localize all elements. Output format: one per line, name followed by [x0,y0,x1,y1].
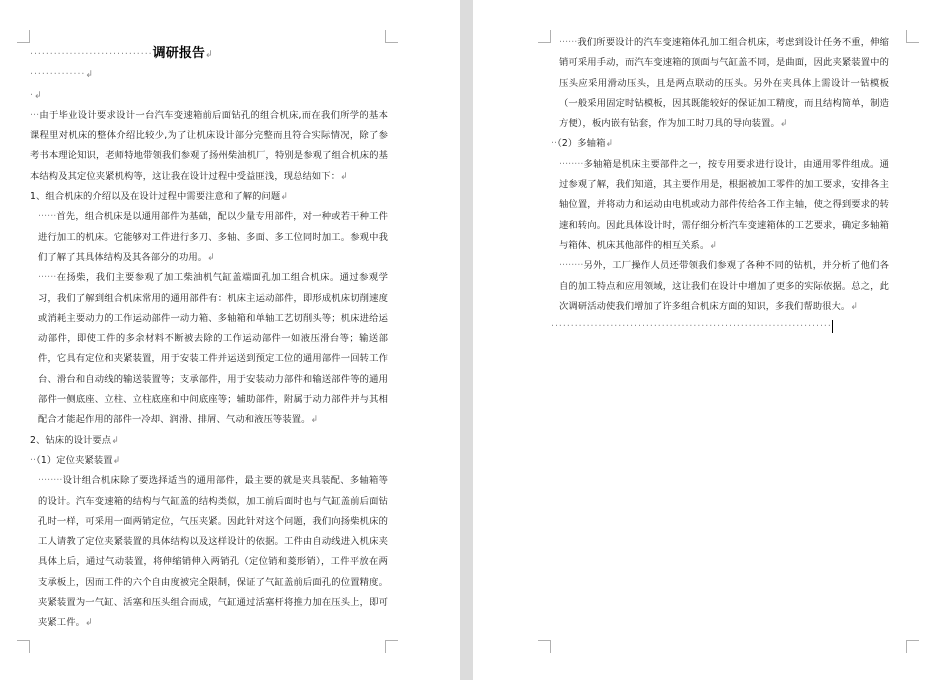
paragraph-mark-icon: ↲ [85,617,93,629]
paragraph-mark-icon: ↲ [850,300,859,312]
subsection-heading: ··（1）定位夹紧装置↲ [30,454,121,466]
paragraph-mark-icon: ↲ [779,118,788,130]
leader-dots: ··· [30,109,40,121]
leader-dots: · [30,89,34,101]
paragraph-mark-icon: ↲ [605,138,614,150]
margin-corner-mark [385,640,398,653]
margin-corner-mark [538,640,551,653]
leader-dots: ·· [551,138,558,150]
page-gap [460,0,473,680]
paragraph-mark-icon: ↲ [310,414,319,426]
margin-corner-mark [385,30,398,43]
page-1-text[interactable] [30,44,388,634]
margin-corner-mark [538,30,551,43]
blank-line [30,65,388,85]
document-page-1[interactable] [0,0,460,680]
paragraph-mark-icon: ↲ [112,454,121,466]
document-title: 调研报告 [152,46,206,61]
paragraph-mark-icon: ↲ [205,49,213,60]
page-2-text[interactable] [551,33,889,337]
paragraph-mark-icon: ↲ [207,251,216,263]
body-paragraph: ········设计组合机床除了要选择适当的通用部件，最主要的就是夹具装配、多轴箱等的设计。汽车变速箱的结构与气缸盖的结构类似，加工前后面时也与气缸盖前后面钻孔时一样，可采用一面两销定位，气压夹紧。因此针对这个问题，我们向扬柴机床的工人请教了定位夹紧装置的具体结构以及这样设计的依据。工件由自动线进入机床夹具体上后，通过气动装置，将伸缩销伸入两销孔（定位销和菱形销），工件平放在两支承板上，因而工件的六个自由度被完全限制，保证了气缸盖前后面孔的位置精度。夹紧装置为一气缸、活塞和压头组合而成，气缸通过活塞杆将推力加在压头上，即可夹紧工件。↲ [38,475,388,629]
paragraph-mark-icon: ↲ [111,434,120,446]
title-line [30,44,388,65]
leader-dots: ········ [38,475,63,487]
section-heading-2: 2、钻床的设计要点↲ [30,434,120,446]
subsection-heading: ··（2）多轴箱↲ [551,138,614,150]
leader-dots: ······ [38,211,57,223]
paragraph-mark-icon: ↲ [85,69,94,81]
paragraph-mark-icon: ↲ [33,89,42,101]
margin-corner-mark [906,30,919,43]
blank-line [30,86,388,106]
body-paragraph: ······我们所要设计的汽车变速箱体孔加工组合机床，考虑到设计任务不重，伸缩销可采用手动，而汽车变速箱的顶面与气缸盖不同，是曲面，因此夹紧装置中的压头应采用滑动压头，且是两点联动的压头。另外在夹具体上需设计一钻模板（一般采用固定时钻模板，因其既能较好的保证加工精度，而且结构简单，制造方便），板内嵌有钻套，作为加工时刀具的导向装置。↲ [559,37,889,130]
leader-dots: ······ [559,37,578,48]
intro-paragraph: ···由于毕业设计要求设计一台汽车变速箱前后面钻孔的组合机床,而在我们所学的基本课程里对机床的整体介绍比较少,为了让机床设计部分完整而且符合实际情况，除了参考书本理论知识，老师特地带领我们参观了扬州柴油机厂，特别是参观了组合机床的基本结构及其定位夹紧机构等，这让我在设计过程中受益匪浅，现总结如下：↲ [30,109,388,182]
leader-dots: ······························· [30,49,153,60]
leader-dots: ·············· [30,69,86,81]
margin-corner-mark [17,30,30,43]
section-heading-1: 1、组合机床的介绍以及在设计过程中需要注意和了解的问题↲ [30,191,289,203]
paragraph-mark-icon: ↲ [280,191,289,203]
blank-line [551,317,889,337]
leader-dots: ······ [38,272,57,284]
body-paragraph: ······在扬柴，我们主要参观了加工柴油机气缸盖端面孔加工组合机床。通过参观学习，我们了解到组合机床常用的通用部件有：机床主运动部件，即形成机床切削速度或消耗主要动力的工作运动部件一动力箱、多轴箱和单轴工艺切削头等；机床进给运动部件，即使工件的多余材料不断被去除的工作运动部件一如液压滑台等；输送部件，它具有定位和夹紧装置，用于安装工件并运送到预定工位的通用部件一回转工作台、滑台和自动线的输送装置等；支承部件，用于安装动力部件和输送部件等的通用部件一侧底座、立柱、立柱底座和中间底座等；辅助部件，附属于动力部件并与其相配合才能起作用的部件一冷却、润滑、排屑、气动和液压等装置。↲ [38,272,388,426]
paragraph-mark-icon: ↲ [340,170,348,182]
leader-dots: ········ [559,260,584,272]
body-paragraph: ······首先，组合机床是以通用部件为基础，配以少量专用部件，对一种或若干种工件进行加工的机床。它能够对工件进行多刀、多轴、多面、多工位同时加工。参观中我们了解了其具体结构及其各部分的功用。↲ [38,211,388,263]
paragraph-mark-icon: ↲ [709,239,718,251]
leader-dots: ·· [30,454,37,466]
body-paragraph: ········多轴箱是机床主要部件之一，按专用要求进行设计，由通用零件组成。通过参观了解，我们知道，其主要作用是，根据被加工零件的加工要求，安排各主轴位置，并将动力和运动由电机或动力部件传给各工作主轴，使之得到要求的转速和转向。因此具体设计时，需仔细分析汽车变速箱体的工艺要求，确定多轴箱与箱体、机床其他部件的相互关系。↲ [559,158,889,251]
document-page-2[interactable] [473,0,946,680]
margin-corner-mark [17,640,30,653]
leader-dots: ········ [559,158,584,170]
margin-corner-mark [906,640,919,653]
leader-dots: ······································································· [551,321,832,333]
body-paragraph: ········另外，工厂操作人员还带领我们参观了各种不同的钻机，并分析了他们各自的加工特点和应用领域，这让我们在设计中增加了更多的实际依据。总之，此次调研活动使我们增加了许多组合机床方面的知识，多我们帮助很大。↲ [559,260,889,312]
text-cursor [832,320,833,333]
